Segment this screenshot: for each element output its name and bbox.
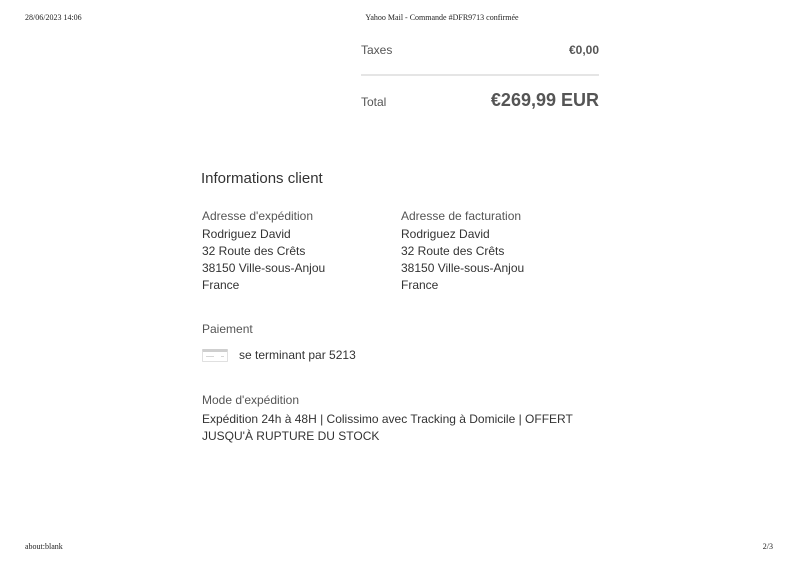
shipping-street: 32 Route des Crêts xyxy=(202,244,306,258)
print-title: Yahoo Mail - Commande #DFR9713 confirmée xyxy=(365,13,519,22)
shipping-address-heading: Adresse d'expédition xyxy=(202,209,314,223)
taxes-label: Taxes xyxy=(361,43,393,57)
payment-line xyxy=(202,348,356,362)
billing-address-heading: Adresse de facturation xyxy=(401,209,522,223)
page-number: 2/3 xyxy=(762,542,773,551)
payment-heading: Paiement xyxy=(202,322,253,336)
taxes-row xyxy=(361,43,599,57)
footer-url: about:blank xyxy=(25,542,63,551)
billing-country: France xyxy=(401,278,439,292)
shipping-address xyxy=(202,208,392,294)
shipping-method-heading: Mode d'expédition xyxy=(202,393,300,407)
summary-divider xyxy=(361,74,599,76)
total-label: Total xyxy=(361,95,387,109)
taxes-value: €0,00 xyxy=(568,43,599,57)
shipping-city: 38150 Ville-sous-Anjou xyxy=(202,261,326,275)
credit-card-icon xyxy=(202,349,228,362)
total-value: €269,99 EUR xyxy=(490,90,599,110)
shipping-country: France xyxy=(202,278,240,292)
shipping-name: Rodriguez David xyxy=(202,227,291,241)
total-row xyxy=(361,90,599,111)
payment-card-text: se terminant par 5213 xyxy=(239,348,356,362)
print-datetime: 28/06/2023 14:06 xyxy=(25,13,82,22)
billing-street: 32 Route des Crêts xyxy=(401,244,505,258)
billing-address xyxy=(401,208,591,294)
billing-city: 38150 Ville-sous-Anjou xyxy=(401,261,525,275)
billing-name: Rodriguez David xyxy=(401,227,490,241)
customer-info-title: Informations client xyxy=(201,170,323,187)
shipping-method-value: Expédition 24h à 48H | Colissimo avec Tracking à Domicile | OFFERT JUSQU'À RUPTURE DU STOCK xyxy=(202,412,573,443)
